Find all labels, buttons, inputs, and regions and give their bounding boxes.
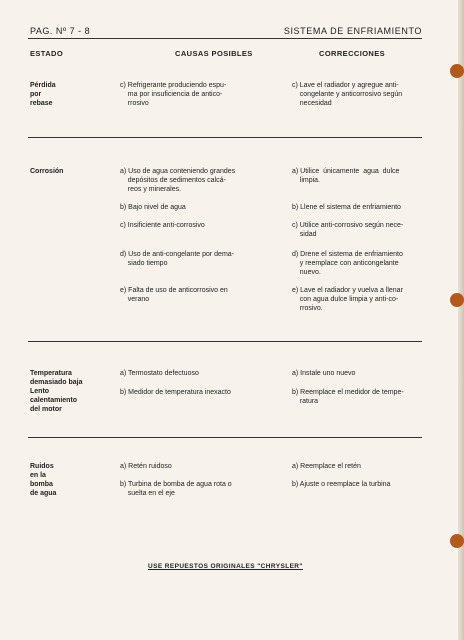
correccion-item: b) Llene el sistema de enfriamiento [292, 204, 401, 211]
correccion-item: d) Drene el sistema de enfriamiento y reemplace con anticongelante nuevo. [292, 251, 403, 276]
causa-item: b) Medidor de temperatura inexacto [120, 389, 231, 396]
column-header-correcciones: CORRECCIONES [319, 49, 386, 58]
causa-item: a) Uso de agua conteniendo grandes depósitos de sedimentos calcá- reos y minerales. [120, 168, 236, 193]
estado-ruidos: Ruidos en la bomba de agua [30, 463, 57, 497]
binding-hole [450, 64, 464, 78]
page-number: PAG. Nº 7 - 8 [30, 26, 91, 36]
causa-item: c) Refrigerante produciendo espu- ma por insuficiencia de antico- rrosivo [120, 82, 227, 107]
causa-item: a) Retén ruidoso [120, 463, 172, 470]
column-header-estado: ESTADO [30, 49, 64, 58]
correccion-item: c) Lave el radiador y agregue anti- congelante y anticorrosivo según necesidad [292, 82, 403, 107]
causa-item: e) Falta de uso de anticorrosivo en verano [120, 287, 228, 303]
row-divider [28, 437, 422, 438]
section-title: SISTEMA DE ENFRIAMIENTO [283, 26, 422, 36]
binding-hole [450, 293, 464, 307]
correccion-item: a) Reemplace el retén [292, 463, 361, 470]
correccion-item: b) Reemplace el medidor de tempe- ratura [292, 389, 404, 405]
header-rule [28, 38, 422, 39]
correccion-item: a) Instale uno nuevo [292, 370, 356, 377]
causa-item: d) Uso de anti-congelante por dema- siado tiempo [120, 251, 235, 267]
correccion-item: a) Utilice únicamente agua dulce limpia. [292, 168, 400, 184]
causa-item: b) Turbina de bomba de agua rota o suelta en el eje [120, 481, 232, 497]
binding-hole [450, 534, 464, 548]
column-header-causas: CAUSAS POSIBLES [175, 49, 253, 58]
row-divider [28, 137, 422, 138]
estado-corrosion: Corrosión [30, 168, 64, 175]
row-divider [28, 341, 422, 342]
correccion-item: e) Lave el radiador y vuelva a llenar con agua dulce limpia y anti-co- rrosivo. [292, 287, 403, 312]
causa-item: b) Bajo nivel de agua [120, 204, 186, 211]
correccion-item: c) Utilice anti-corrosivo según nece- sidad [292, 222, 404, 238]
estado-temperatura: Temperatura demasiado baja Lento calentamiento del motor [30, 370, 83, 413]
correccion-item: b) Ajuste o reemplace la turbina [292, 481, 391, 488]
footer-note: USE REPUESTOS ORIGINALES "CHRYSLER" [148, 563, 303, 570]
estado-perdida: Pérdida por rebase [30, 82, 56, 107]
causa-item: a) Termostato defectuoso [120, 370, 199, 377]
causa-item: c) Insificiente anti-corrosivo [120, 222, 205, 229]
